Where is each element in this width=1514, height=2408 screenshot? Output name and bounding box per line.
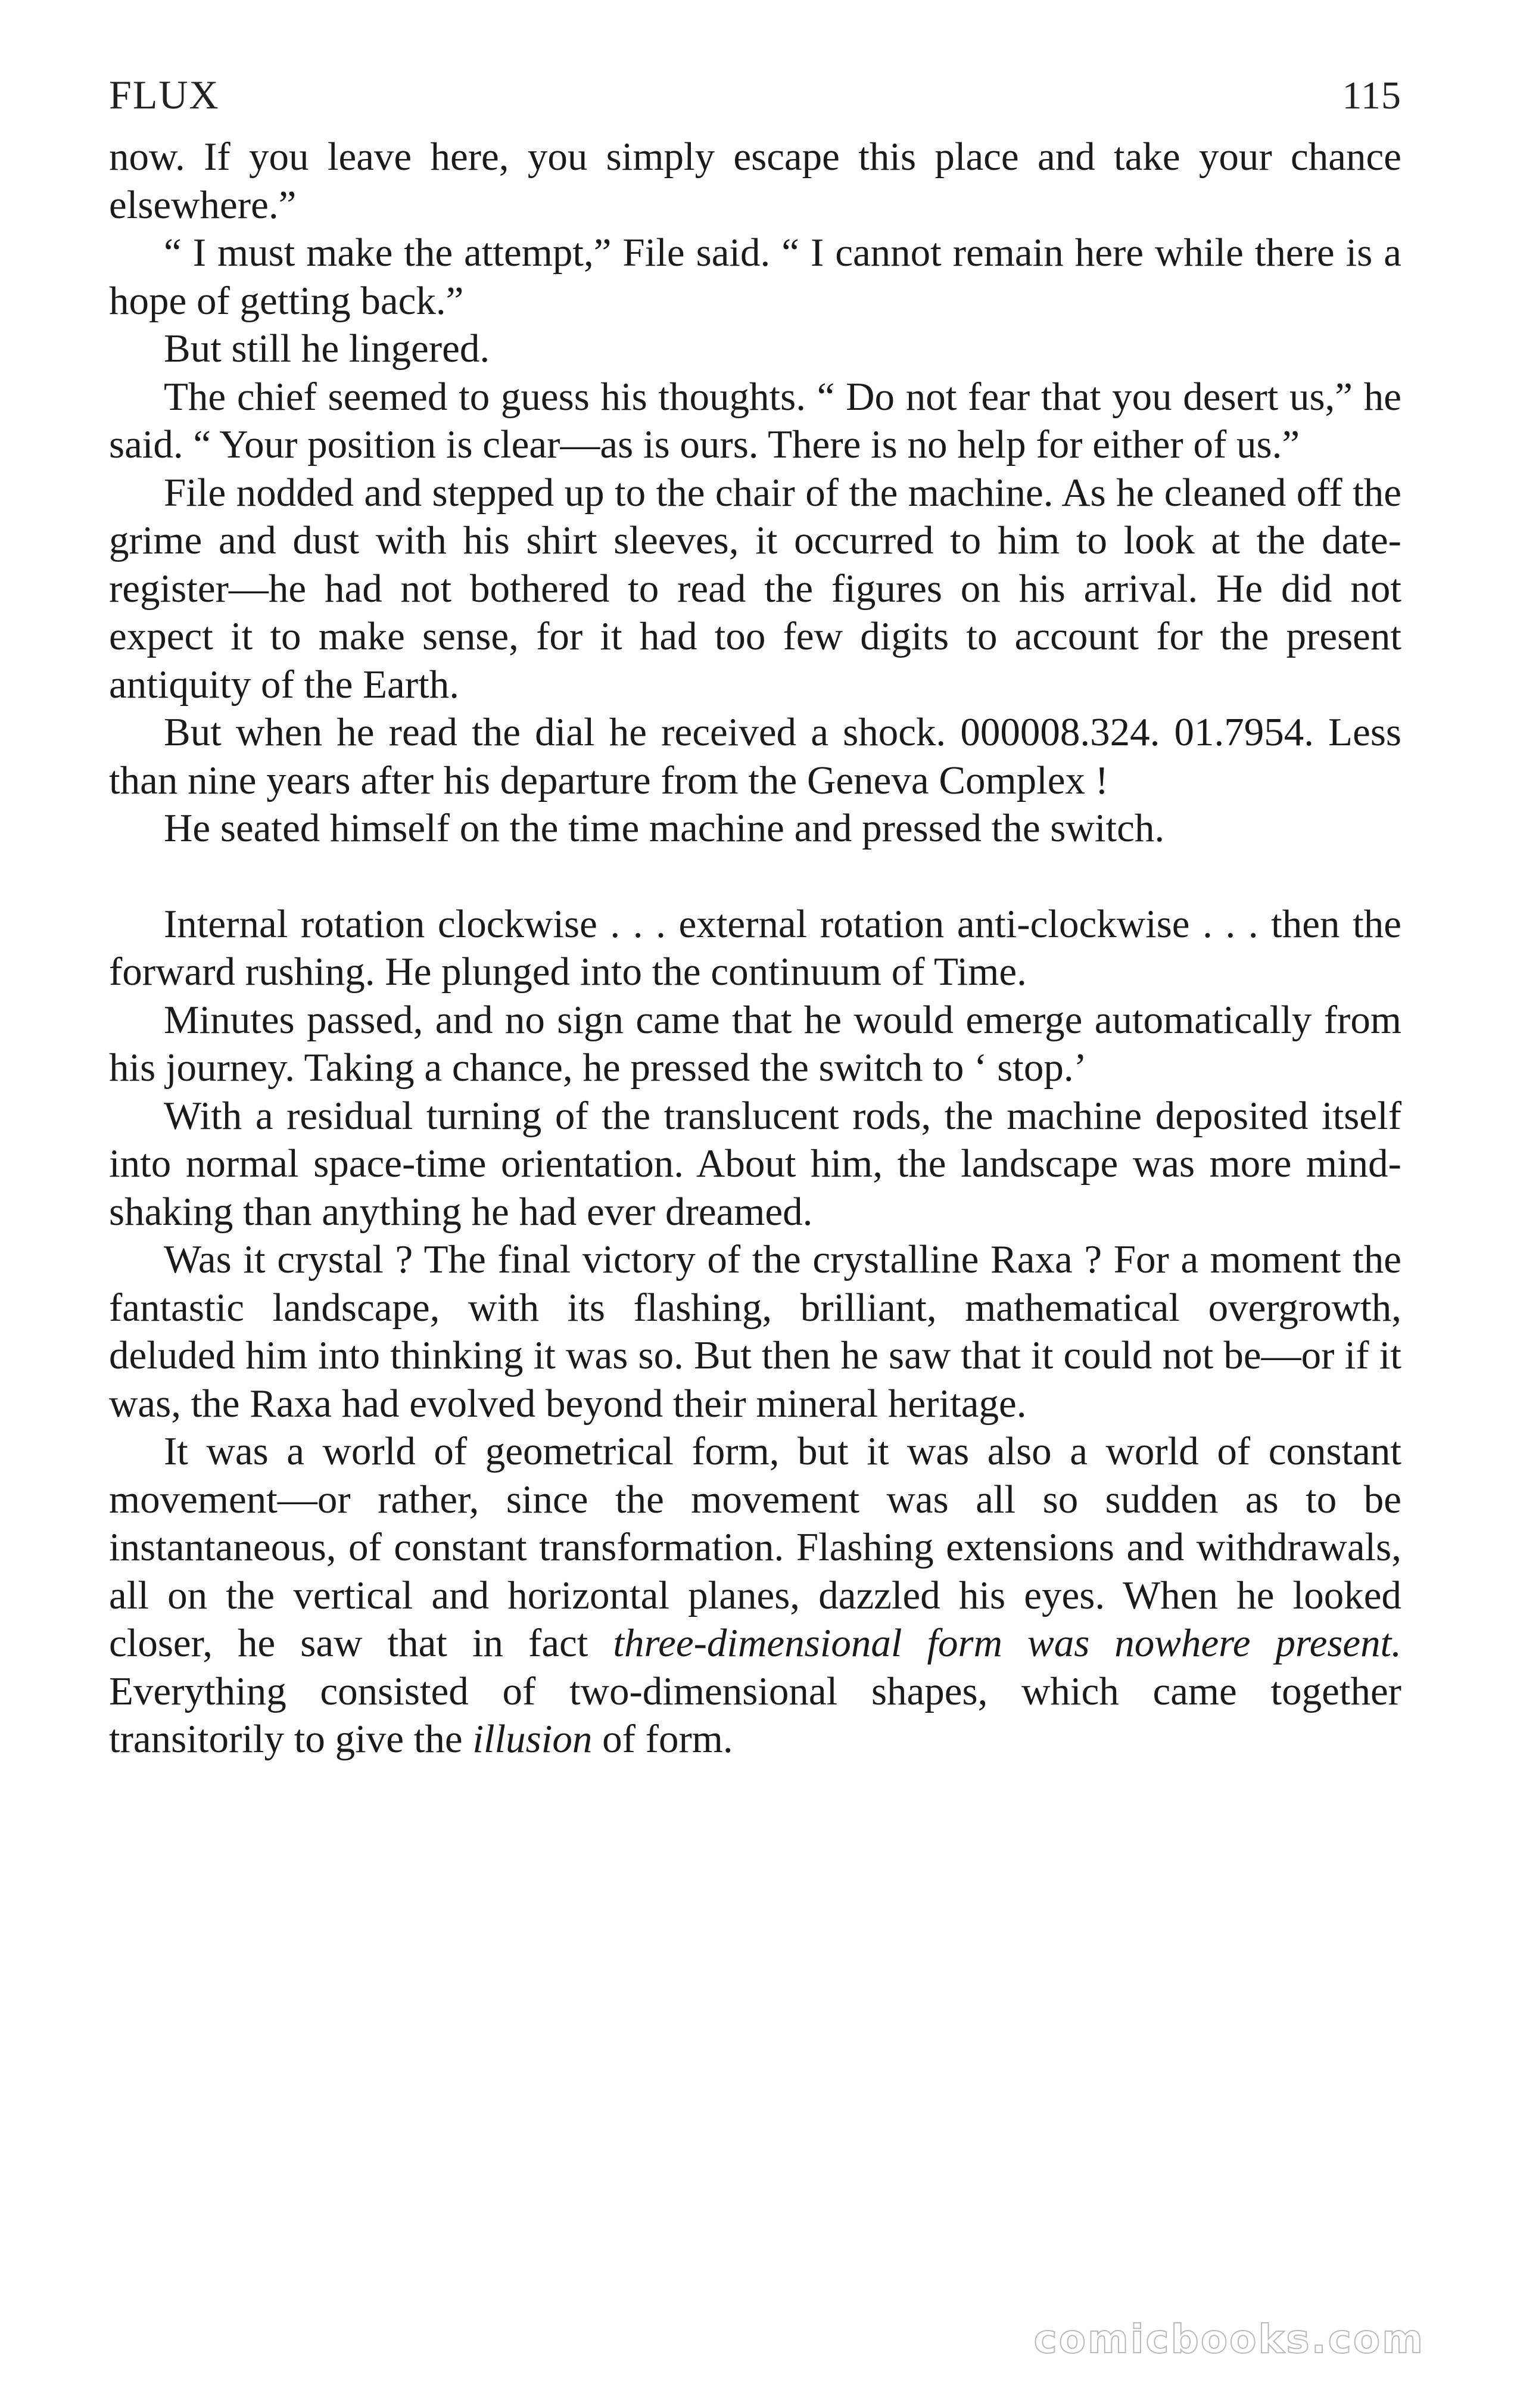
paragraph: But when he read the dial he received a shock. 000008.324. 01.7954. Less than nine years after his departure from the Geneva Complex ! xyxy=(109,710,1401,802)
paragraph: He seated himself on the time machine and pressed the switch. xyxy=(164,806,1165,850)
paragraph: “ I must make the attempt,” File said. “ I cannot remain here while there is a hope of getting back.” xyxy=(109,231,1401,323)
paragraph: Minutes passed, and no sign came that he would emerge automatically from his journey. Taking a chance, he pressed the switch to ‘ stop.’ xyxy=(109,997,1401,1090)
paragraph: With a residual turning of the translucent rods, the machine deposited itself into normal space-time orientation. About him, the landscape was more mind-shaking than anything he had ever dreamed. xyxy=(109,1093,1401,1234)
section-break xyxy=(109,853,1401,900)
paragraph-text: Everything consisted of two-dimensional shapes, which came together transitorily to give the xyxy=(109,1669,1401,1761)
paragraph: now. If you leave here, you simply escape this place and take your chance elsewhere.” xyxy=(109,135,1401,227)
book-page xyxy=(109,71,1401,1763)
paragraph-text: of form. xyxy=(602,1717,733,1761)
paragraph-final xyxy=(109,1427,1401,1763)
paragraph: File nodded and stepped up to the chair of the machine. As he cleaned off the grime and dust with his shirt sleeves, it occurred to him to look at the date-register—he had not bothered to read the figures on his arrival. He did not expect it to make sense, for it had too few digits to account for the present antiquity of the Earth. xyxy=(109,470,1401,707)
italic-word: illusion xyxy=(472,1717,593,1761)
paragraph: The chief seemed to guess his thoughts. “ Do not fear that you desert us,” he said. “ Your position is clear—as is ours. There is no help for either of us.” xyxy=(109,374,1401,466)
chapter-title: FLUX xyxy=(109,72,220,117)
italic-phrase: three-dimensional form was nowhere present. xyxy=(613,1621,1402,1665)
page-number: 115 xyxy=(1342,74,1401,117)
running-head xyxy=(109,71,1401,119)
paragraph: But still he lingered. xyxy=(164,326,490,371)
paragraph: Was it crystal ? The final victory of the crystalline Raxa ? For a moment the fantastic landscape, with its flashing, brilliant, mathematical overgrowth, deluded him into thinking it was so. But then he saw that it could not be—or if it was, the Raxa had evolved beyond their mineral heritage. xyxy=(109,1237,1401,1426)
paragraph-text: It was a world of geometrical form, but it was also a world of constant movement—or rather, since the movement was all so sudden as to be instantaneous, of constant transformation. Flashing extensions and withdrawals, all on the vertical and horizontal planes, dazzled his eyes. When he looked closer, he saw that in fact xyxy=(109,1429,1401,1665)
watermark-logo: comicbooks.com xyxy=(1033,2316,1425,2362)
paragraph: Internal rotation clockwise . . . external rotation anti-clockwise . . . then the forward rushing. He plunged into the continuum of Time. xyxy=(109,901,1401,994)
body-text xyxy=(109,133,1401,1763)
